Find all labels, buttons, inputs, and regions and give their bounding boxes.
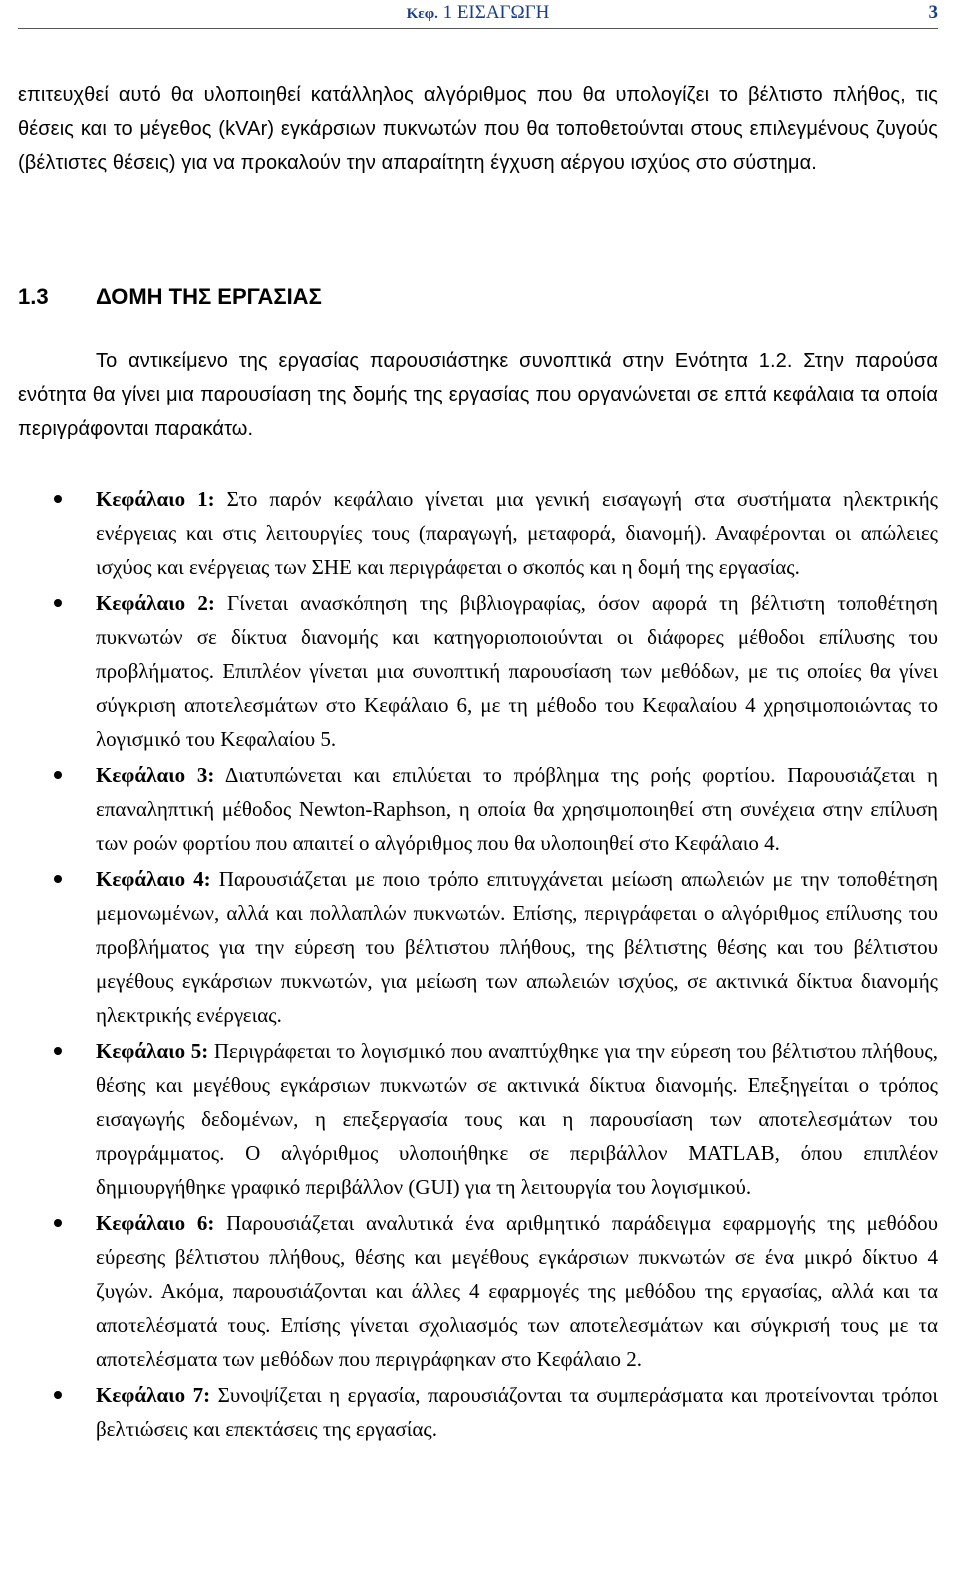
chapter-label: Κεφάλαιο 1: bbox=[96, 487, 215, 511]
chapter-description: Περιγράφεται το λογισμικό που αναπτύχθηκε για την εύρεση του βέλτιστου πλήθους, θέσης και μεγέθους εγκάρσιων πυκνωτών σε ακτινικά δίκτυα διανομής. Επεξηγείται ο τρόπος εισαγωγής δεδομένων, η επεξεργασία τους και η παρουσίαση των αποτελεσμάτων του προγράμματος. Ο αλγόριθμος υλοποιήθηκε σε περιβάλλον MATLAB, όπου επιπλέον δημιουργήθηκε γραφικό περιβάλλον (GUI) για τη λειτουργία του λογισμικού. bbox=[96, 1039, 939, 1199]
chapter-label: Κεφάλαιο 5: bbox=[96, 1039, 209, 1063]
running-header-chapter bbox=[18, 2, 938, 24]
chapter-label: Κεφάλαιο 6: bbox=[96, 1211, 215, 1235]
intro-paragraph: επιτευχθεί αυτό θα υλοποιηθεί κατάλληλος αλγόριθμος που θα υπολογίζει το βέλτιστο πλήθος, τις θέσεις και το μέγεθος (kVAr) εγκάρσιων πυκνωτών που θα τοποθετούνται στους επιλεγμένους ζυγούς (βέλτιστες θέσεις) για να προκαλούν την απαραίτητη έγχυση αέργου ισχύος στο σύστημα. bbox=[18, 84, 938, 174]
chapter-description: Παρουσιάζεται με ποιο τρόπο επιτυγχάνεται μείωση απωλειών με την τοποθέτηση μεμονωμένων, αλλά και πολλαπλών πυκνωτών. Επίσης, περιγράφεται ο αλγόριθμος επίλυσης του προβλήματος για την εύρεση του βέλτιστου πλήθους, της βέλτιστης θέσης και του βέλτιστου μεγέθους εγκάρσιων πυκνωτών, για μείωση των απωλειών ισχύος, σε ακτινικά δίκτυα διανομής ηλεκτρικής ενέργειας. bbox=[96, 867, 939, 1027]
chapter-description: Γίνεται ανασκόπηση της βιβλιογραφίας, όσον αφορά τη βέλτιστη τοποθέτηση πυκνωτών σε δίκτυα διανομής και κατηγοριοποιούνται οι διάφορες μέθοδοι επίλυσης του προβλήματος. Επιπλέον γίνεται μια συνοπτική παρουσίαση των μεθόδων, με τις οποίες θα γίνει σύγκριση αποτελεσμάτων στο Κεφάλαιο 6, με τη μέθοδο του Κεφαλαίου 4 χρησιμοποιώντας το λογισμικό του Κεφαλαίου 5. bbox=[96, 591, 939, 751]
bullet-icon bbox=[54, 1047, 62, 1055]
chapter-description: Συνοψίζεται η εργασία, παρουσιάζονται τα συμπεράσματα και προτείνονται τρόποι βελτιώσεις και επεκτάσεις της εργασίας. bbox=[96, 1383, 939, 1441]
bullet-icon bbox=[54, 599, 62, 607]
chapter-description: Παρουσιάζεται αναλυτικά ένα αριθμητικό παράδειγμα εφαρμογής της μεθόδου εύρεσης βέλτιστου πλήθους, θέσης και μεγέθους εγκάρσιων πυκνωτών σε ένα μικρό δίκτυο 4 ζυγών. Ακόμα, παρουσιάζονται και άλλες 4 εφαρμογές της μεθόδου της εργασίας, αλλά και τα αποτελέσματά τους. Επίσης γίνεται σχολιασμός των αποτελεσμάτων και σύγκρισή τους με τα αποτελέσματα των μεθόδων που περιγράφηκαν στο Κεφάλαιο 2. bbox=[96, 1211, 939, 1371]
chapter-title: ΕΙΣΑΓΩΓΗ bbox=[456, 2, 550, 23]
chapter-item-4 bbox=[18, 862, 938, 1032]
chapter-label: Κεφάλαιο 4: bbox=[96, 867, 211, 891]
chapter-item-5 bbox=[18, 1034, 938, 1204]
chapter-item-2 bbox=[18, 586, 938, 756]
bullet-icon bbox=[54, 771, 62, 779]
chapter-description: Στο παρόν κεφάλαιο γίνεται μια γενική εισαγωγή στα συστήματα ηλεκτρικής ενέργειας και στις λειτουργίες τους (παραγωγή, μεταφορά, διανομή). Αναφέρονται οι απώλειες ισχύος και ενέργειας των ΣΗΕ και περιγράφεται ο σκοπός και η δομή της εργασίας. bbox=[96, 487, 938, 579]
section-number: 1.3 bbox=[18, 284, 49, 309]
chapter-prefix: Κεφ. bbox=[406, 6, 438, 22]
chapter-label: Κεφάλαιο 7: bbox=[96, 1383, 211, 1407]
section-heading bbox=[18, 280, 618, 314]
bullet-icon bbox=[54, 875, 62, 883]
bullet-icon bbox=[54, 495, 62, 503]
page-number: 3 bbox=[928, 2, 938, 23]
chapter-description: Διατυπώνεται και επιλύεται το πρόβλημα της ροής φορτίου. Παρουσιάζεται η επαναληπτική μέθοδος Newton-Raphson, η οποία θα χρησιμοποιηθεί στη συνέχεια στην επίλυση των ροών φορτίου που απαιτεί ο αλγόριθμος που θα υλοποιηθεί στο Κεφάλαιο 4. bbox=[96, 763, 938, 855]
bullet-icon bbox=[54, 1219, 62, 1227]
chapter-list bbox=[18, 482, 938, 1448]
chapter-label: Κεφάλαιο 2: bbox=[96, 591, 215, 615]
running-header bbox=[18, 2, 938, 26]
chapter-item-7 bbox=[18, 1378, 938, 1446]
chapter-item-6 bbox=[18, 1206, 938, 1376]
chapter-number: 1 bbox=[442, 2, 453, 23]
bullet-icon bbox=[54, 1391, 62, 1399]
chapter-label: Κεφάλαιο 3: bbox=[96, 763, 215, 787]
chapter-item-3 bbox=[18, 758, 938, 860]
header-divider bbox=[18, 28, 938, 29]
section-title: ΔΟΜΗ ΤΗΣ ΕΡΓΑΣΙΑΣ bbox=[96, 284, 322, 309]
chapter-item-1 bbox=[18, 482, 938, 584]
section-paragraph: Το αντικείμενο της εργασίας παρουσιάστηκε συνοπτικά στην Ενότητα 1.2. Στην παρούσα ενότητα θα γίνει μια παρουσίαση της δομής της εργασίας που οργανώνεται σε επτά κεφάλαια τα οποία περιγράφονται παρακάτω. bbox=[18, 350, 938, 440]
